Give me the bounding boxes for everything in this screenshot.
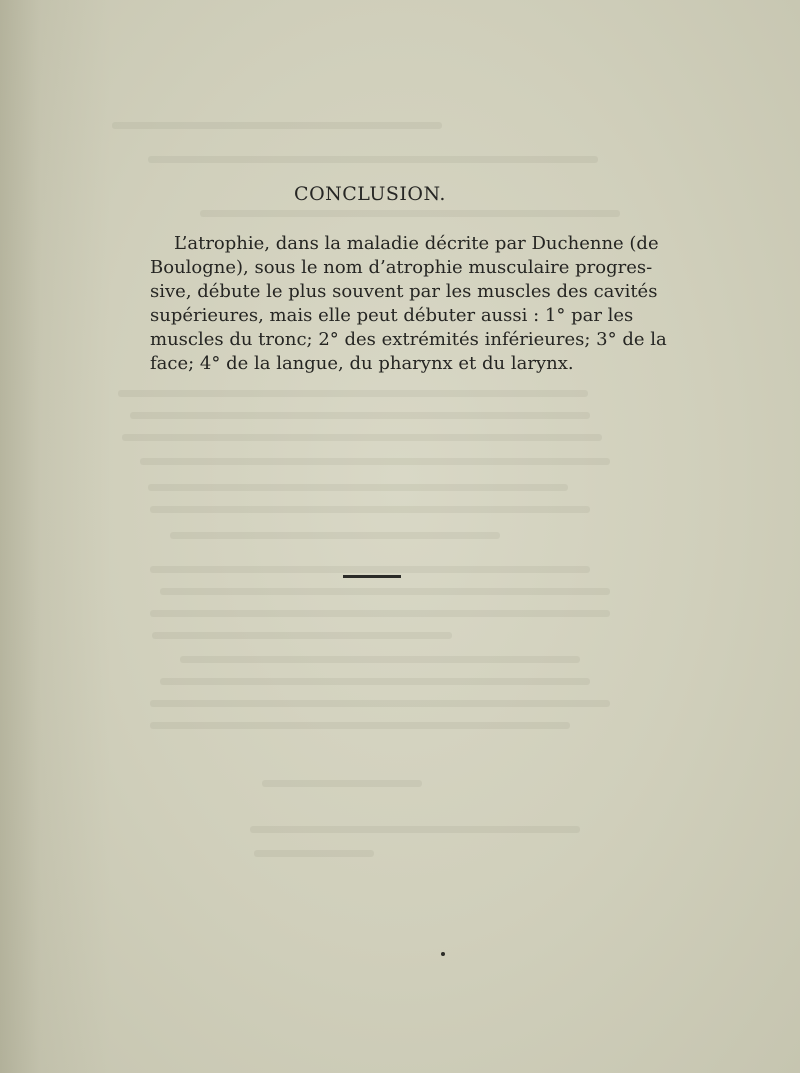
paragraph-line-2: Boulogne), sous le nom d’atrophie musculaire progres- — [150, 257, 653, 278]
ink-speck — [441, 952, 445, 956]
paragraph-line-4: supérieures, mais elle peut débuter aussi : 1° par les — [150, 305, 634, 326]
conclusion-paragraph — [150, 232, 667, 376]
paragraph-line-3: sive, débute le plus souvent par les muscles des cavités — [150, 281, 658, 302]
paragraph-line-1: L’atrophie, dans la maladie décrite par Duchenne (de — [174, 233, 659, 254]
section-divider-rule — [343, 575, 401, 578]
section-heading: CONCLUSION. — [294, 183, 446, 205]
paragraph-line-5: muscles du tronc; 2° des extrémités inférieures; 3° de la — [150, 329, 667, 350]
paragraph-line-6: face; 4° de la langue, du pharynx et du larynx. — [150, 353, 574, 374]
